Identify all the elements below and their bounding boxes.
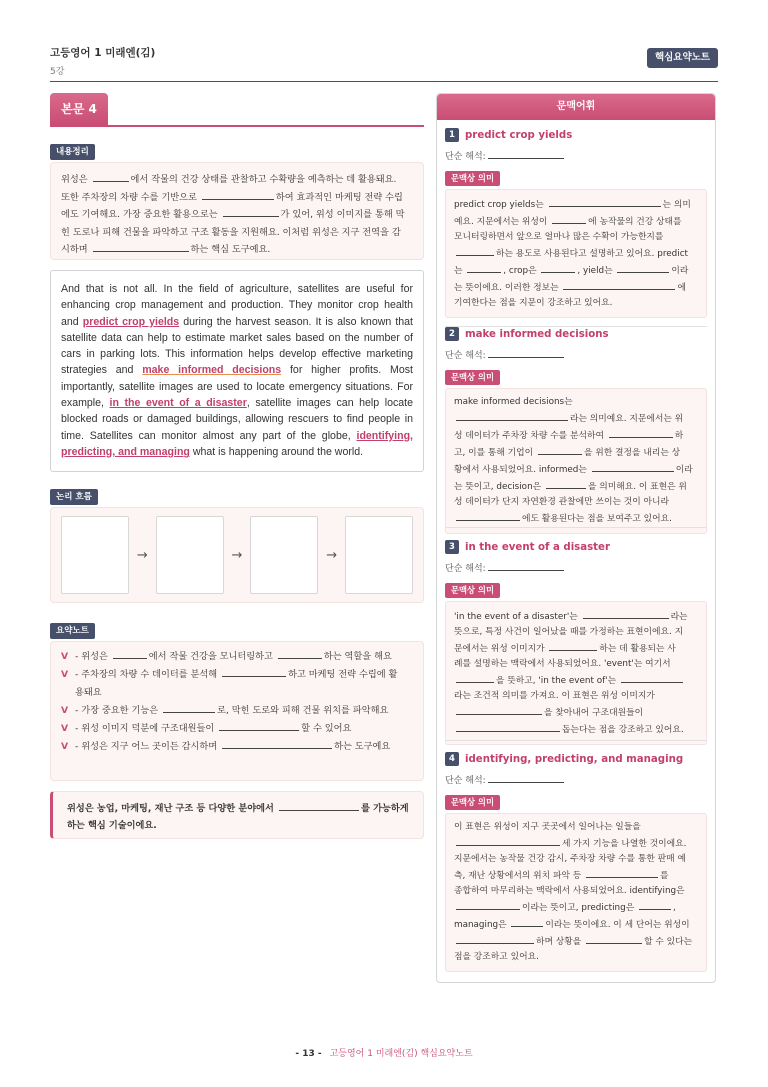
context-text: 례를 설명하는 맥락에서 사용되었어요. 'event'는 여기서 xyxy=(454,659,671,669)
context-text: 라는 조건적 의미를 가져요. 이 표현은 위성 이미지가 xyxy=(454,691,655,701)
context-line xyxy=(454,933,698,950)
summary-note-badge: 요약노트 xyxy=(50,623,95,639)
text-segment: - 위성 이미지 덕분에 구조대원들이 xyxy=(75,723,218,734)
term-title: make informed decisions xyxy=(465,328,609,340)
context-text: 뜻으로, 특정 사건이 일어났을 때를 가정하는 표현이에요. 지 xyxy=(454,627,684,637)
context-text: 하는 데 활용되는 사 xyxy=(599,644,676,654)
fill-blank xyxy=(563,279,675,290)
context-text: 에 xyxy=(677,283,686,293)
context-line xyxy=(454,672,698,689)
flow-cell[interactable] xyxy=(156,516,224,594)
vocab-term-4 xyxy=(445,752,707,972)
fill-blank xyxy=(488,560,564,571)
summary-box xyxy=(50,162,424,260)
fill-blank xyxy=(621,672,683,683)
context-vocab-header: 문맥어휘 xyxy=(437,94,715,120)
simple-translation xyxy=(445,560,707,574)
text-segment xyxy=(75,648,392,666)
context-line xyxy=(454,296,698,311)
term-title: predict crop yields xyxy=(465,129,573,141)
flow-cell[interactable] xyxy=(345,516,413,594)
context-line xyxy=(454,196,698,213)
fill-blank xyxy=(456,672,494,683)
context-line xyxy=(454,852,698,867)
check-v-icon: V xyxy=(61,651,69,662)
context-text: 에도 활용된다는 점을 보여주고 있어요. xyxy=(522,514,672,524)
arrow-right-icon: → xyxy=(326,547,338,563)
fill-blank xyxy=(488,772,564,783)
final-summary-box xyxy=(50,791,424,839)
fill-blank xyxy=(546,478,586,489)
context-text: 기여한다는 점을 지문이 강조하고 있어요. xyxy=(454,298,613,308)
vocab-term-2 xyxy=(445,327,707,534)
context-text: 돕는다는 점을 강조하고 있어요. xyxy=(562,725,684,735)
page-footer xyxy=(0,1046,768,1059)
context-text: 고, 이를 통해 기업이 xyxy=(454,448,536,458)
fill-blank xyxy=(456,410,568,421)
context-line xyxy=(454,395,698,410)
vocab-term-3 xyxy=(445,540,707,745)
flow-cell[interactable] xyxy=(61,516,129,594)
simple-translation xyxy=(445,347,707,361)
fill-blank xyxy=(93,241,189,252)
highlight-in-the-event-of-a-disaster: in the event of a disaster xyxy=(109,397,247,410)
term-number: 3 xyxy=(445,540,459,554)
term-number: 2 xyxy=(445,327,459,341)
context-line xyxy=(454,704,698,721)
summary-note-box xyxy=(50,641,424,781)
note-item xyxy=(61,648,413,666)
text-segment: for higher profits. Most importantly, satellite images are used to locate emergency situations. For example, xyxy=(61,364,413,410)
context-line xyxy=(454,510,698,527)
check-v-icon: V xyxy=(61,723,69,734)
context-text: 를 xyxy=(660,871,669,881)
context-text: 예요. 지문에서는 위성이 xyxy=(454,217,551,227)
context-text: , xyxy=(673,903,676,913)
context-line xyxy=(454,262,698,279)
text-segment: 에도 기여해요. 가장 중요한 활용으로는 xyxy=(61,209,221,220)
fill-blank xyxy=(456,835,560,846)
summary-badge: 내용정리 xyxy=(50,144,95,160)
context-text: 하는 용도로 사용된다고 설명하고 있어요. predict xyxy=(496,249,688,259)
fill-blank xyxy=(488,148,564,159)
text-segment: 에서 작물의 건강 상태를 관찰하고 수확량을 예측하는 데 활용돼요. xyxy=(130,174,397,185)
check-v-icon: V xyxy=(61,741,69,752)
context-text: 문에서는 위성 이미지가 xyxy=(454,644,548,654)
fill-blank xyxy=(617,262,669,273)
header-divider xyxy=(50,81,718,82)
text-segment: 단순 해석: xyxy=(445,564,486,574)
context-text: 할 수 있다는 xyxy=(644,937,693,947)
text-segment: 힌 도로나 피해 건물을 파악하고 구조 활동을 지원해요. 이처럼 위성은 지구 전역을 감 xyxy=(61,226,401,238)
text-segment: 하고 마케팅 전략 수립에 활 xyxy=(288,669,398,680)
text-segment: during the harvest season. It is also known that satellite data can help to estimate market sales based on the number of cars in parking lots. This information helps develop effective marketing strategies and xyxy=(61,315,413,377)
context-text: 라는 xyxy=(670,612,688,622)
term-heading xyxy=(445,327,707,341)
context-text: 을 의미해요. 이 표현은 위 xyxy=(587,482,687,492)
context-text: 는 뜻이에요. 이러한 정보는 xyxy=(454,283,562,293)
context-text: 종합하여 마무리하는 맥락에서 사용되었어요. identifying은 xyxy=(454,886,685,896)
context-line xyxy=(454,245,698,262)
fill-blank xyxy=(456,721,560,732)
context-text: 'in the event of a disaster'는 xyxy=(454,612,581,622)
vocab-term-1 xyxy=(445,128,707,318)
text-segment: 하여 효과적인 마케팅 전략 수립 xyxy=(275,191,403,203)
fill-blank xyxy=(541,262,575,273)
context-text: 세 가지 기능을 나열한 것이에요. xyxy=(562,839,687,849)
passage-tab: 본문 4 xyxy=(50,93,108,125)
context-text: 지문에서는 농작물 건강 감시, 주차장 차량 수를 통한 판매 예 xyxy=(454,854,686,864)
note-item xyxy=(61,666,413,702)
context-text: 이라 xyxy=(675,465,693,475)
context-text: 는 의미 xyxy=(662,200,691,210)
context-line xyxy=(454,950,698,965)
context-text: 하 xyxy=(674,431,684,441)
highlight-make-informed-decisions: make informed decisions xyxy=(142,364,282,377)
context-line xyxy=(454,625,698,640)
fill-blank xyxy=(456,899,520,910)
context-line xyxy=(454,279,698,296)
context-text: 이라는 뜻이에요. 이 세 단어는 위성이 xyxy=(545,920,690,930)
check-v-icon: V xyxy=(61,669,69,680)
context-text: 이라는 뜻이고, predicting은 xyxy=(522,903,638,913)
term-number: 4 xyxy=(445,752,459,766)
fill-blank xyxy=(113,648,147,659)
fill-blank xyxy=(222,738,332,749)
fill-blank xyxy=(586,867,658,878)
context-text: 모니터링하면서 앞으로 얼마나 많은 수확이 가능한지를 xyxy=(454,232,664,242)
text-segment: 위성은 xyxy=(61,174,91,185)
context-text: 점을 강조하고 있어요. xyxy=(454,952,539,962)
highlight-identifying-predicting-managing: identifying, predicting, and managing xyxy=(61,429,413,458)
text-segment: 시하며 xyxy=(61,244,91,255)
context-meaning-badge: 문맥상 의미 xyxy=(445,370,500,385)
check-v-icon: V xyxy=(61,705,69,716)
term-heading xyxy=(445,752,707,766)
fill-blank xyxy=(583,608,669,619)
page-title: 고등영어 1 미래엔(김) xyxy=(50,47,156,59)
highlight-predict-crop-yields: predict crop yields xyxy=(82,315,180,328)
text-segment: 하는 핵심 도구예요. xyxy=(190,244,271,255)
arrow-right-icon: → xyxy=(136,547,148,563)
text-segment: 하는 핵심 기술이에요. xyxy=(67,820,157,831)
fill-blank xyxy=(279,800,359,811)
summary-line xyxy=(61,206,413,224)
fill-blank xyxy=(538,444,582,455)
fill-blank xyxy=(93,171,129,182)
fill-blank xyxy=(456,245,494,256)
text-segment: 로, 막힌 도로와 피해 건물 위치를 파악해요 xyxy=(217,705,389,716)
text-segment: 하는 역할을 해요 xyxy=(323,651,392,662)
page-number: - 13 - xyxy=(295,1049,322,1059)
text-segment: 가 있어, 위성 이미지를 통해 막 xyxy=(280,209,405,220)
text-segment: , satellite images can help locate blocked roads or damaged buildings, allowing rescuers to find people in time. Satellites can monitor almost any part of the globe, xyxy=(61,397,413,442)
context-line xyxy=(454,495,698,510)
note-type-badge: 핵심요약노트 xyxy=(647,48,718,68)
summary-note-section xyxy=(50,618,424,839)
text-segment: 용돼요 xyxy=(75,687,102,698)
context-meaning-badge: 문맥상 의미 xyxy=(445,583,500,598)
fill-blank xyxy=(549,640,597,651)
note-item xyxy=(61,720,413,738)
text-segment: - 주차장의 차량 수 데이터를 분석해 xyxy=(75,669,221,680)
context-vocab-panel xyxy=(436,93,716,983)
context-line xyxy=(454,410,698,427)
text-segment: 단순 해석: xyxy=(445,152,486,162)
fill-blank xyxy=(219,720,299,731)
text-segment: - 위성은 xyxy=(75,651,111,662)
fill-blank xyxy=(202,189,274,200)
text-segment: 단순 해석: xyxy=(445,776,486,786)
context-meaning-box xyxy=(445,601,707,745)
fill-blank xyxy=(467,262,501,273)
context-line xyxy=(454,444,698,461)
term-heading xyxy=(445,540,707,554)
summary-line xyxy=(61,224,413,242)
context-text: 에 농작물의 건강 상태를 xyxy=(588,217,682,227)
footer-title: 고등영어 1 미래엔(김) 핵심요약노트 xyxy=(329,1049,473,1059)
text-segment: - 가장 중요한 기능은 xyxy=(75,705,161,716)
context-line xyxy=(454,213,698,230)
context-text: 하며 상황을 xyxy=(536,937,585,947)
context-line xyxy=(454,721,698,738)
text-segment: 를 가능하게 xyxy=(361,803,409,814)
context-text: , crop은 xyxy=(503,266,540,276)
simple-translation xyxy=(445,772,707,786)
text-segment xyxy=(75,702,388,720)
text-segment: 단순 해석: xyxy=(445,351,486,361)
context-line xyxy=(454,820,698,835)
text-segment: 또한 주차장의 차량 수를 기반으로 xyxy=(61,191,200,203)
summary-line xyxy=(61,189,413,207)
term-heading xyxy=(445,128,707,142)
note-item xyxy=(61,738,413,756)
context-meaning-box xyxy=(445,813,707,972)
context-line xyxy=(454,608,698,625)
text-segment xyxy=(75,666,397,702)
text-segment xyxy=(75,720,351,738)
context-line xyxy=(454,478,698,495)
logic-flow-box xyxy=(50,507,424,603)
fill-blank xyxy=(592,461,674,472)
context-text: 는 뜻이고, decision은 xyxy=(454,482,544,492)
flow-cell[interactable] xyxy=(250,516,318,594)
context-text: 는 xyxy=(454,266,466,276)
fill-blank xyxy=(586,933,642,944)
text-segment: - 위성은 지구 어느 곳이든 감시하며 xyxy=(75,741,221,752)
text-segment: And that is not all. In the field of agriculture, satellites are useful for enhancing crop management and production. They monitor crop health and xyxy=(61,283,413,328)
context-text: 을 찾아내어 구조대원들이 xyxy=(544,708,644,718)
fill-blank xyxy=(456,510,520,521)
fill-blank xyxy=(456,704,542,715)
fill-blank xyxy=(552,213,586,224)
note-item xyxy=(61,702,413,720)
summary-line xyxy=(61,171,413,189)
fill-blank xyxy=(609,427,673,438)
context-text: 성 데이터가 주차장 차량 수를 분석하여 xyxy=(454,431,607,441)
text-segment: 할 수 있어요 xyxy=(301,723,352,734)
context-text: predict crop yields는 xyxy=(454,200,547,210)
context-line xyxy=(454,916,698,933)
summary-line xyxy=(61,241,413,259)
context-line xyxy=(454,884,698,899)
term-divider xyxy=(445,740,707,741)
fill-blank xyxy=(488,347,564,358)
text-segment xyxy=(75,738,390,756)
context-text: make informed decisions는 xyxy=(454,397,573,407)
context-text: 황에서 사용되었어요. informed는 xyxy=(454,465,590,475)
context-line xyxy=(454,657,698,672)
fill-blank xyxy=(549,196,661,207)
passage-text xyxy=(50,270,424,472)
text-segment: 하는 도구예요 xyxy=(334,741,391,752)
context-text: 이 표현은 위성이 지구 곳곳에서 일어나는 일들을 xyxy=(454,822,641,832)
context-meaning-badge: 문맥상 의미 xyxy=(445,171,500,186)
context-line xyxy=(454,899,698,916)
context-meaning-box xyxy=(445,388,707,534)
context-text: 라는 의미예요. 지문에서는 위 xyxy=(570,414,684,424)
context-meaning-box xyxy=(445,189,707,318)
fill-blank xyxy=(639,899,671,910)
logic-flow-badge: 논리 흐름 xyxy=(50,489,98,505)
context-text: managing은 xyxy=(454,920,510,930)
context-line xyxy=(454,461,698,478)
term-divider xyxy=(445,527,707,528)
term-title: in the event of a disaster xyxy=(465,541,610,553)
fill-blank xyxy=(456,933,534,944)
term-title: identifying, predicting, and managing xyxy=(465,753,684,765)
fill-blank xyxy=(222,666,286,677)
fill-blank xyxy=(163,702,215,713)
simple-translation xyxy=(445,148,707,162)
text-segment: 에서 작물 건강을 모니터링하고 xyxy=(148,651,276,662)
term-number: 1 xyxy=(445,128,459,142)
context-text: 이라 xyxy=(671,266,689,276)
context-line xyxy=(454,427,698,444)
arrow-right-icon: → xyxy=(231,547,243,563)
context-text: 성 데이터가 단지 자연환경 관찰에만 쓰이는 것이 아니라 xyxy=(454,497,670,507)
context-text: 을 위한 결정을 내리는 상 xyxy=(583,448,681,458)
fill-blank xyxy=(278,648,322,659)
context-line xyxy=(454,835,698,852)
context-line xyxy=(454,230,698,245)
context-line xyxy=(454,867,698,884)
text-segment: 위성은 농업, 마케팅, 재난 구조 등 다양한 분야에서 xyxy=(67,803,278,814)
lesson-number: 5강 xyxy=(50,67,65,77)
logic-flow-section xyxy=(50,484,424,603)
fill-blank xyxy=(223,206,279,217)
context-line xyxy=(454,640,698,657)
text-segment: what is happening around the world. xyxy=(189,445,364,458)
context-text: 을 뜻하고, 'in the event of'는 xyxy=(496,676,619,686)
passage-tab-underline xyxy=(50,125,424,127)
context-line xyxy=(454,689,698,704)
context-text: 측, 재난 상황에서의 위치 파악 등 xyxy=(454,871,585,881)
context-meaning-badge: 문맥상 의미 xyxy=(445,795,500,810)
context-text: , yield는 xyxy=(577,266,616,276)
left-column xyxy=(50,93,424,839)
fill-blank xyxy=(511,916,543,927)
